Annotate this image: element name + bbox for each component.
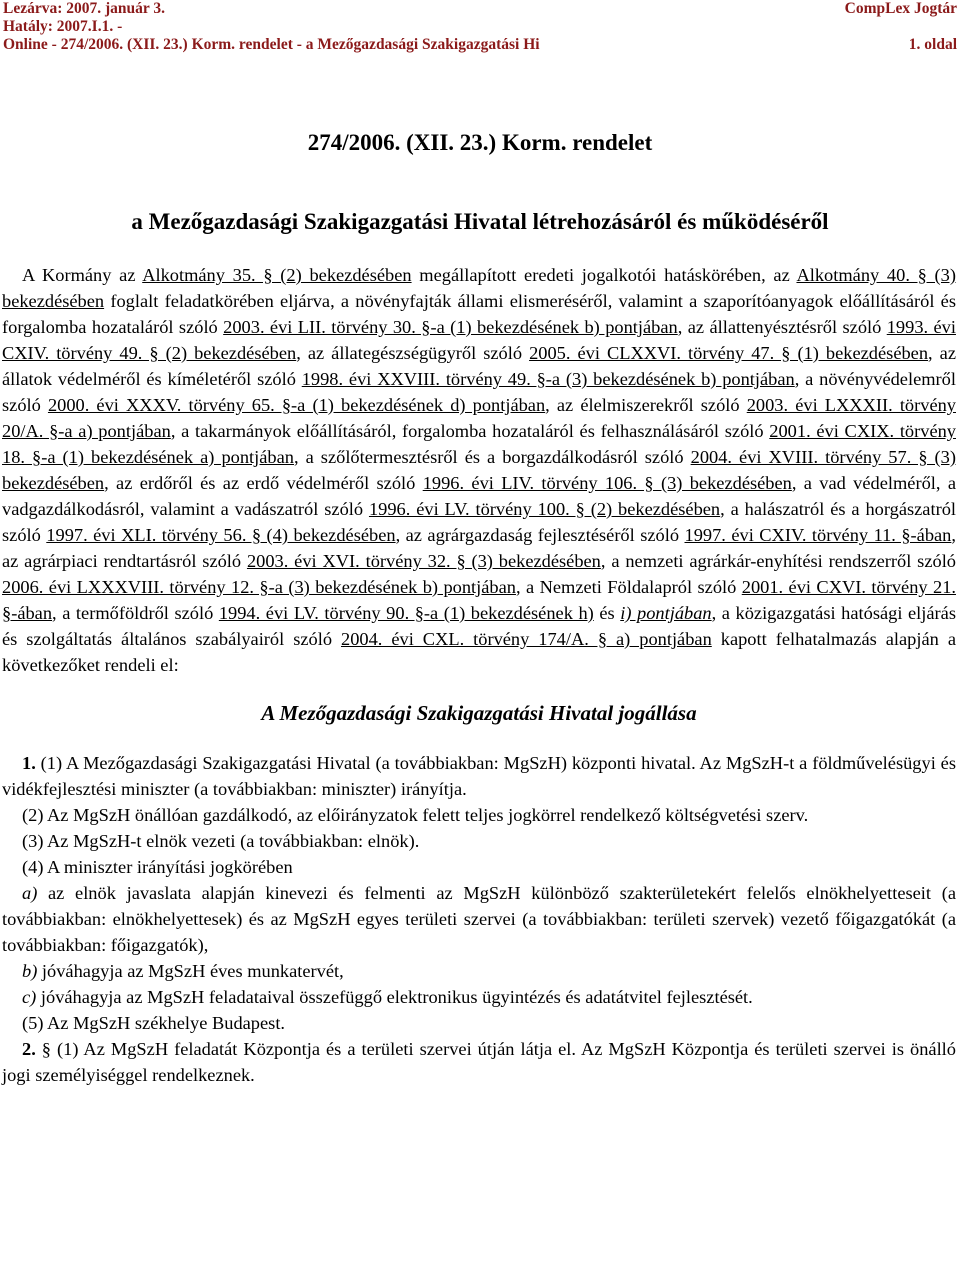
preamble-text: , az állattenyésztésről szóló (677, 317, 887, 337)
s2-number: 2. (22, 1039, 36, 1059)
law-reference-link[interactable]: 2001. évi CXVI. törvény 21. §-ában (2, 577, 956, 623)
s1-point-c: c) jóváhagyja az MgSzH feladataival összefüggő elektronikus ügyintézés és adatátvitel fejlesztését. (22, 987, 753, 1007)
document-body (2, 262, 956, 1088)
law-reference-link[interactable]: Alkotmány 40. § (3) bekezdésében (2, 265, 957, 311)
law-reference-link[interactable]: 1998. évi XXVIII. törvény 49. §-a (3) bekezdésének b) pontjában (301, 369, 795, 389)
s1-paragraph-4: (4) A miniszter irányítási jogkörében (22, 857, 293, 877)
s1-paragraph-1: 1. (1) A Mezőgazdasági Szakigazgatási Hivatal (a továbbiakban: MgSzH) központi hivatal. Az MgSzH-t a földművelésügyi és vidékfejlesztési miniszter (a továbbiakban: miniszter) irányítja. (2, 753, 956, 799)
preamble-text: , a takarmányok előállításáról, forgalomba hozataláról és felhasználásáról szóló (170, 421, 770, 441)
law-reference-link[interactable]: Alkotmány 35. § (2) bekezdésében (142, 265, 412, 285)
s1-point-a: a) az elnök javaslata alapján kinevezi és felmenti az MgSzH különböző szakterületekért felelős elnökhelyetteseit (a továbbiakban: elnökhelyettesek) és az MgSzH egyes területi szervei (a továbbiakban: területi szervek) vezető főigazgatókát (a továbbiakban: főigazgatók), (2, 883, 956, 955)
preamble-text: , a növényvédelemről szóló (2, 369, 956, 415)
closed-date: Lezárva: 2007. január 3. (3, 0, 166, 17)
preamble-text: , a vad védelméről, a vadgazdálkodásról, valamint a vadászatról szóló (2, 473, 956, 519)
law-reference-link[interactable]: 1993. évi CXIV. törvény 49. § (2) bekezdésében (2, 317, 956, 363)
s1-point-b: b) jóváhagyja az MgSzH éves munkatervét, (22, 961, 344, 981)
law-reference-link[interactable]: 1994. évi LV. törvény 90. §-a (1) bekezdésének h) (218, 603, 594, 623)
header-line-2 (3, 18, 957, 36)
preamble-text: , a közigazgatási hatósági eljárás és szolgáltatás általános szabályairól szóló (2, 603, 956, 649)
section-title: A Mezőgazdasági Szakigazgatási Hivatal jogállása (261, 701, 697, 725)
law-reference-link[interactable]: 2006. évi LXXXVIII. törvény 12. §-a (3) bekezdésének b) pontjában (2, 577, 516, 597)
s1-paragraph-5: (5) Az MgSzH székhelye Budapest. (22, 1013, 286, 1033)
header-line-1 (3, 0, 957, 18)
law-reference-link[interactable]: 2004. évi CXL. törvény 174/A. § a) pontjában (341, 629, 712, 649)
preamble-text: , a szőlőtermesztésről és a borgazdálkodásról szóló (293, 447, 691, 467)
preamble-text: kapott felhatalmazás alapján a következőket rendeli el: (2, 629, 956, 675)
law-reference-link[interactable]: 2000. évi XXXV. törvény 65. §-a (1) bekezdésének d) pontjában (47, 395, 546, 415)
s1-number: 1. (22, 753, 36, 773)
s1-paragraph-2: (2) Az MgSzH önállóan gazdálkodó, az előirányzatok felett teljes jogkörrel rendelkező költségvetési szerv. (22, 805, 809, 825)
law-reference-link[interactable]: 1997. évi XLI. törvény 56. § (4) bekezdésében (46, 525, 396, 545)
preamble-text: , az erdőről és az erdő védelméről szóló (104, 473, 423, 493)
header-line-3 (3, 36, 957, 54)
preamble-text: , az agrárpiaci rendtartásról szóló (2, 525, 956, 571)
law-reference-link[interactable]: 2005. évi CLXXVI. törvény 47. § (1) bekezdésében (529, 343, 929, 363)
preamble-text: megállapított eredeti jogalkotói hatáskörében, az (411, 265, 797, 285)
law-reference-link[interactable]: 2003. évi LXXXII. törvény 20/A. §-a a) pontjában (2, 395, 956, 441)
preamble (2, 262, 956, 678)
decree-subtitle: a Mezőgazdasági Szakigazgatási Hivatal létrehozásáról és működéséről (131, 209, 829, 234)
s2-paragraph-1: 2. § (1) Az MgSzH feladatát Központja és a területi szervei útján látja el. Az MgSzH Központja és területi szervei is önálló jogi személyiséggel rendelkeznek. (2, 1039, 956, 1085)
decree-title: 274/2006. (XII. 23.) Korm. rendelet (307, 130, 653, 155)
validity-date: Hatály: 2007.I.1. - (3, 18, 123, 35)
preamble-text: , a termőföldről szóló (52, 603, 219, 623)
preamble-text: , a Nemzeti Földalapról szóló (515, 577, 742, 597)
law-reference-link[interactable]: i) pontjában (620, 603, 712, 623)
law-reference-link[interactable]: 2003. évi LII. törvény 30. §-a (1) bekezdésének b) pontjában (223, 317, 678, 337)
preamble-text: , a nemzeti agrárkár-enyhítési rendszerről szóló (600, 551, 956, 571)
law-reference-link[interactable]: 2004. évi XVIII. törvény 57. § (3) bekezdésében (2, 447, 956, 493)
publisher-name: CompLex Jogtár (844, 0, 957, 17)
s1-paragraph-3: (3) Az MgSzH-t elnök vezeti (a továbbiakban: elnök). (22, 831, 420, 851)
law-reference-link[interactable]: 1997. évi CXIV. törvény 11. §-ában (684, 525, 952, 545)
preamble-text: , az állategészségügyről szóló (296, 343, 530, 363)
preamble-text: A Kormány az (22, 265, 143, 285)
preamble-text: , az élelmiszerekről szóló (545, 395, 747, 415)
preamble-text: , az állatok védelméről és kíméletéről szóló (2, 343, 956, 389)
preamble-text: foglalt feladatkörében eljárva, a növényfajták állami elismeréséről, valamint a szaporítóanyagok előállításáról és forgalomba hozataláról szóló (2, 291, 956, 337)
law-reference-link[interactable]: 1996. évi LV. törvény 100. § (2) bekezdésében (368, 499, 721, 519)
law-reference-link[interactable]: 2003. évi XVI. törvény 32. § (3) bekezdésében (246, 551, 601, 571)
page-number: 1. oldal (908, 36, 957, 53)
preamble-text: és (593, 603, 621, 623)
preamble-text: , az agrárgazdaság fejlesztéséről szóló (395, 525, 685, 545)
law-reference-link[interactable]: 1996. évi LIV. törvény 106. § (3) bekezdésében (422, 473, 792, 493)
preamble-text: , a halászatról és a horgászatról szóló (2, 499, 956, 545)
document-reference: Online - 274/2006. (XII. 23.) Korm. rendelet - a Mezőgazdasági Szakigazgatási Hi (3, 36, 540, 53)
law-reference-link[interactable]: 2001. évi CXIX. törvény 18. §-a (1) bekezdésének a) pontjában (2, 421, 956, 467)
